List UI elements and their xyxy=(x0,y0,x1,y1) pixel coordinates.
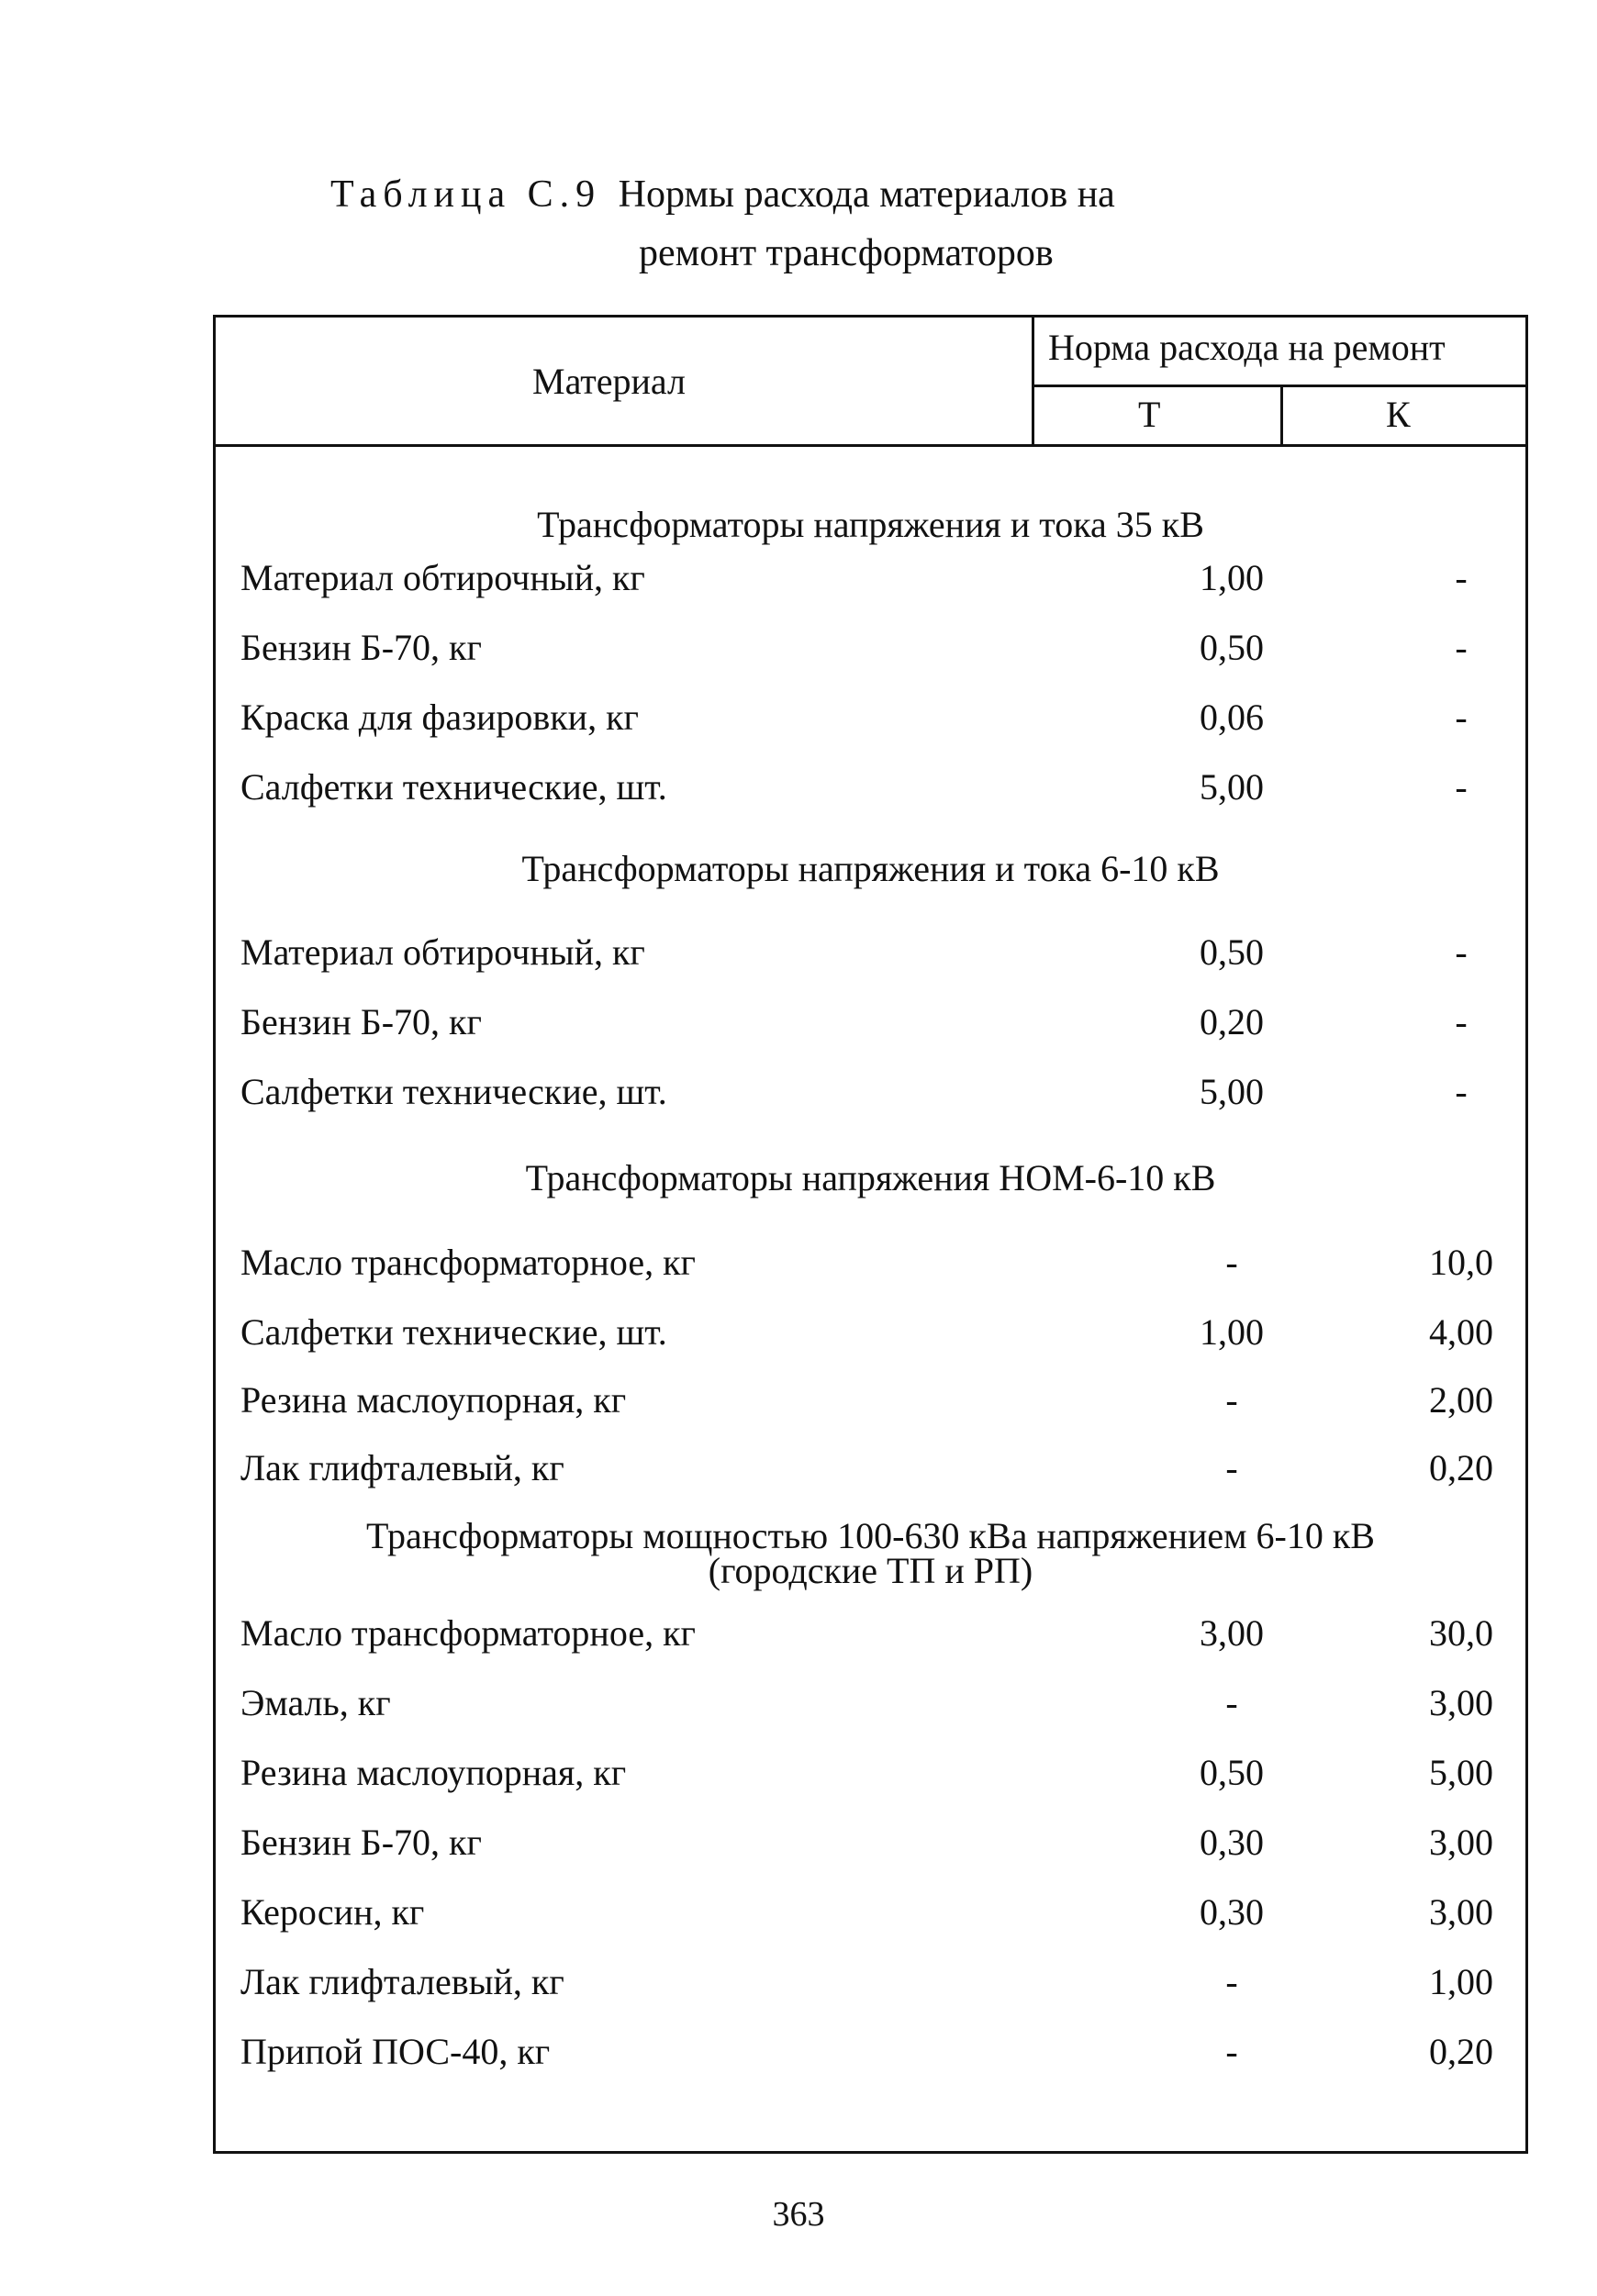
table-caption xyxy=(330,171,1115,218)
norm-k-cell: - xyxy=(1455,1071,1468,1112)
norm-t-cell: 5,00 xyxy=(1200,1071,1264,1112)
table-row xyxy=(213,1235,1528,1290)
norm-k-cell: 4,00 xyxy=(1429,1311,1493,1353)
material-cell: Эмаль, кг xyxy=(240,1682,391,1723)
norm-k-cell: 0,20 xyxy=(1429,1447,1493,1488)
norm-t-cell: 1,00 xyxy=(1200,1311,1264,1353)
material-cell: Салфетки технические, шт. xyxy=(240,766,667,808)
header-tk-divider xyxy=(1280,385,1283,446)
material-cell: Керосин, кг xyxy=(240,1891,425,1933)
norm-t-cell: - xyxy=(1225,1961,1238,2002)
norm-k-cell: 3,00 xyxy=(1429,1891,1493,1933)
norm-t-cell: 0,30 xyxy=(1200,1822,1264,1863)
material-cell: Салфетки технические, шт. xyxy=(240,1071,667,1112)
norm-t-cell: 0,50 xyxy=(1200,1752,1264,1793)
section-subtitle: (городские ТП и РП) xyxy=(708,1550,1033,1591)
table-title-line2: ремонт трансформаторов xyxy=(639,232,1054,274)
table-row xyxy=(213,1373,1528,1428)
norm-k-cell: 2,00 xyxy=(1429,1379,1493,1421)
table-row xyxy=(213,1064,1528,1120)
table-row xyxy=(213,1885,1528,1940)
material-cell: Материал обтирочный, кг xyxy=(240,931,645,973)
norm-k-cell: 5,00 xyxy=(1429,1752,1493,1793)
header-col-k: К xyxy=(1386,394,1411,435)
norm-k-cell: - xyxy=(1455,557,1468,598)
header-norm: Норма расхода на ремонт xyxy=(1048,327,1446,368)
norm-t-cell: - xyxy=(1225,1447,1238,1488)
material-cell: Припой ПОС-40, кг xyxy=(240,2031,551,2072)
norm-t-cell: - xyxy=(1225,1242,1238,1283)
table-row xyxy=(213,1441,1528,1496)
header-bottom-border xyxy=(213,444,1528,447)
table-row xyxy=(213,1606,1528,1661)
norm-t-cell: 3,00 xyxy=(1200,1612,1264,1654)
header-material-divider xyxy=(1032,315,1034,446)
table-row xyxy=(213,551,1528,606)
norm-t-cell: 5,00 xyxy=(1200,766,1264,808)
table-row xyxy=(213,925,1528,980)
material-cell: Лак глифталевый, кг xyxy=(240,1961,564,2002)
section-title: Трансформаторы напряжения и тока 35 кВ xyxy=(537,504,1204,545)
material-cell: Бензин Б-70, кг xyxy=(240,1822,482,1863)
norm-k-cell: 3,00 xyxy=(1429,1682,1493,1723)
norm-k-cell: 0,20 xyxy=(1429,2031,1493,2072)
section-title: Трансформаторы напряжения и тока 6-10 кВ xyxy=(521,848,1220,889)
norm-k-cell: - xyxy=(1455,697,1468,738)
table-row xyxy=(213,995,1528,1050)
norm-k-cell: - xyxy=(1455,1001,1468,1042)
material-cell: Материал обтирочный, кг xyxy=(240,557,645,598)
norm-t-cell: - xyxy=(1225,1682,1238,1723)
norm-t-cell: - xyxy=(1225,2031,1238,2072)
norm-t-cell: 0,06 xyxy=(1200,697,1264,738)
section-title: Трансформаторы мощностью 100-630 кВа напряжением 6-10 кВ xyxy=(366,1515,1375,1556)
norm-k-cell: 1,00 xyxy=(1429,1961,1493,2002)
material-cell: Резина маслоупорная, кг xyxy=(240,1752,627,1793)
norm-k-cell: 10,0 xyxy=(1429,1242,1493,1283)
page-number: 363 xyxy=(772,2195,825,2234)
norm-k-cell: - xyxy=(1455,766,1468,808)
norm-k-cell: - xyxy=(1455,627,1468,668)
norm-k-cell: 3,00 xyxy=(1429,1822,1493,1863)
norm-t-cell: - xyxy=(1225,1379,1238,1421)
material-cell: Бензин Б-70, кг xyxy=(240,627,482,668)
norm-t-cell: 1,00 xyxy=(1200,557,1264,598)
table-row xyxy=(213,2024,1528,2079)
material-cell: Лак глифталевый, кг xyxy=(240,1447,564,1488)
table-row xyxy=(213,1955,1528,2010)
norm-t-cell: 0,30 xyxy=(1200,1891,1264,1933)
norm-t-cell: 0,50 xyxy=(1200,931,1264,973)
table-row xyxy=(213,1815,1528,1870)
norm-t-cell: 0,20 xyxy=(1200,1001,1264,1042)
table-label: Таблица С.9 xyxy=(330,173,602,216)
material-cell: Краска для фазировки, кг xyxy=(240,697,639,738)
material-cell: Салфетки технические, шт. xyxy=(240,1311,667,1353)
material-cell: Масло трансформаторное, кг xyxy=(240,1242,696,1283)
material-cell: Бензин Б-70, кг xyxy=(240,1001,482,1042)
norm-t-cell: 0,50 xyxy=(1200,627,1264,668)
table-row xyxy=(213,1676,1528,1731)
table-title-line1: Нормы расхода материалов на xyxy=(618,173,1115,216)
header-material: Материал xyxy=(532,361,686,402)
material-cell: Масло трансформаторное, кг xyxy=(240,1612,696,1654)
table-row xyxy=(213,690,1528,745)
section-title: Трансформаторы напряжения НОМ-6-10 кВ xyxy=(525,1157,1216,1198)
norm-k-cell: 30,0 xyxy=(1429,1612,1493,1654)
table-row xyxy=(213,1745,1528,1800)
table-row xyxy=(213,760,1528,815)
table-row xyxy=(213,620,1528,675)
header-col-t: Т xyxy=(1138,394,1161,435)
material-cell: Резина маслоупорная, кг xyxy=(240,1379,627,1421)
table-row xyxy=(213,1305,1528,1360)
norm-k-cell: - xyxy=(1455,931,1468,973)
